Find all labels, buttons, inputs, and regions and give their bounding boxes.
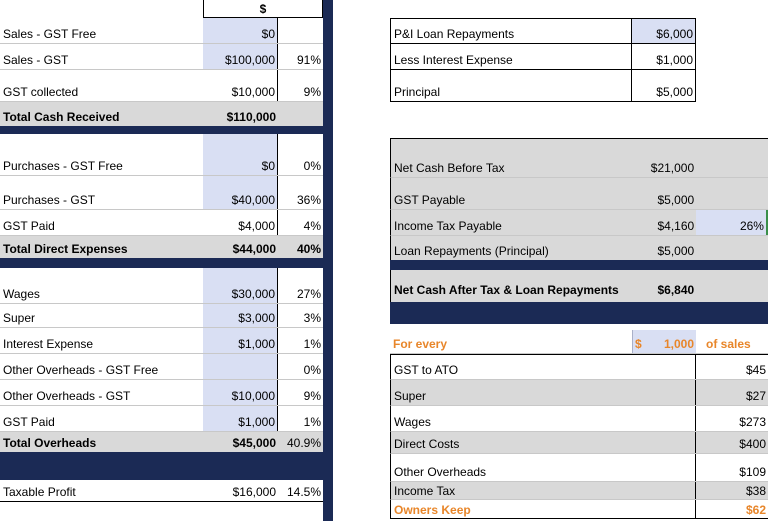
income-tax-rate-input[interactable]: 26% [696,210,768,235]
interest-expense-input[interactable]: $1,000 [203,328,278,353]
table-row: GST collected $10,000 9% [0,70,323,102]
table-row: GST Payable $5,000 [390,178,768,210]
section-divider [390,260,768,270]
table-row: Purchases - GST $40,000 36% [0,176,323,210]
super-input[interactable]: $3,000 [203,304,278,327]
currency-header: $ [203,0,323,18]
table-row: GST Paid $1,000 1% [0,406,323,432]
table-row: GST Paid $4,000 4% [0,210,323,236]
section-divider [390,302,768,324]
sales-gst-input[interactable]: $100,000 [203,44,278,69]
other-overheads-gst-input[interactable]: $10,000 [203,380,278,405]
table-row: Wages $30,000 27% [0,268,323,304]
sales-amount-input[interactable]: $ 1,000 [632,330,696,353]
table-row: Other Overheads - GST Free 0% [0,354,323,380]
table-row: P&I Loan Repayments $6,000 [390,18,696,44]
table-row: Direct Costs $400 [390,432,768,454]
purchases-gst-input[interactable]: $40,000 [203,176,278,209]
table-row: Principal $5,000 [390,70,696,102]
table-row: Purchases - GST Free $0 0% [0,134,323,176]
table-row: Sales - GST Free $0 [0,18,323,44]
table-row: Owners Keep $62 [390,500,768,519]
pi-loan-repayments-input[interactable]: $6,000 [632,19,696,43]
table-row: Income Tax $38 [390,482,768,500]
table-row: Loan Repayments (Principal) $5,000 [390,236,768,260]
table-row: Other Overheads - GST $10,000 9% [0,380,323,406]
total-row: Total Direct Expenses $44,000 40% [0,236,323,258]
table-row: Interest Expense $1,000 1% [0,328,323,354]
table-row: Sales - GST $100,000 91% [0,44,323,70]
table-row: Super $27 [390,380,768,406]
other-overheads-gst-free-input[interactable] [203,354,278,379]
total-row: Total Cash Received $110,000 [0,102,323,126]
sales-gst-free-input[interactable]: $0 [203,18,278,43]
table-row: GST to ATO $45 [390,354,768,380]
table-row: Wages $273 [390,406,768,432]
total-row: Net Cash After Tax & Loan Repayments $6,840 [390,270,768,302]
table-row: Income Tax Payable $4,160 26% [390,210,768,236]
wages-input[interactable]: $30,000 [203,268,278,303]
table-row: For every $ 1,000 of sales [390,330,768,354]
section-divider [0,126,333,134]
table-row: Taxable Profit $16,000 14.5% [0,480,323,502]
table-row: Super $3,000 3% [0,304,323,328]
section-divider [0,258,333,268]
table-row: Other Overheads $109 [390,454,768,482]
purchases-gst-free-input[interactable]: $0 [203,134,278,175]
section-divider [0,452,333,480]
total-row: Total Overheads $45,000 40.9% [0,432,323,452]
table-row: Less Interest Expense $1,000 [390,44,696,70]
table-row: Net Cash Before Tax $21,000 [390,138,768,178]
